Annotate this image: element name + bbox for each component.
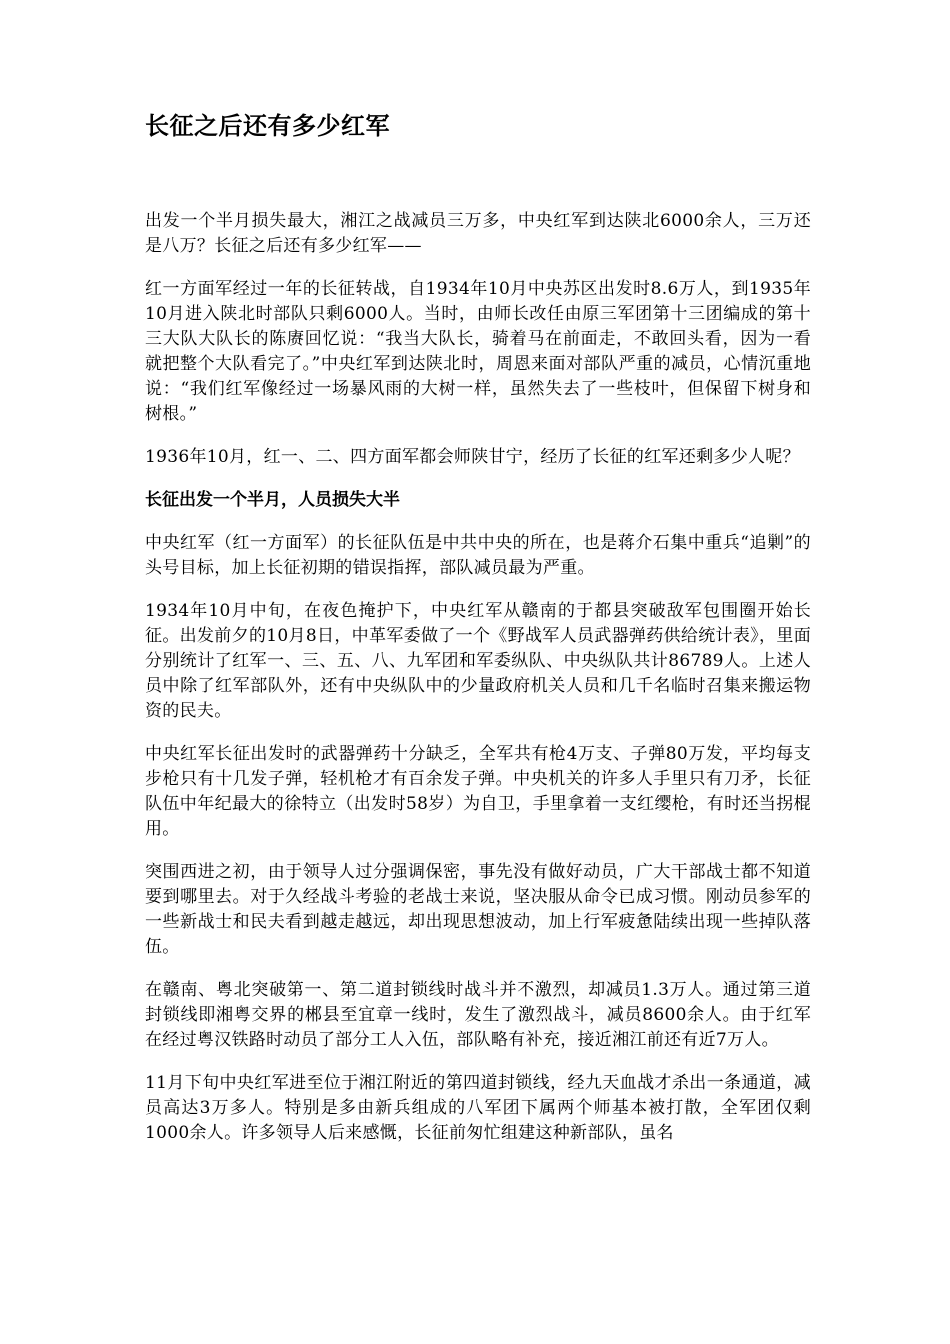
intro-paragraph-1: 出发一个半月损失最大，湘江之战减员三万多，中央红军到达陕北6000余人，三万还是八万？长征之后还有多少红军—— xyxy=(145,211,811,256)
section-paragraph-5: 在赣南、粤北突破第一、第二道封锁线时战斗并不激烈，却减员1.3万人。通过第三道封锁线即湘粤交界的郴县至宜章一线时，发生了激烈战斗，减员8600余人。由于红军在经过粤汉铁路时动员了部分工人入伍，部队略有补充，接近湘江前还有近7万人。 xyxy=(145,980,811,1050)
section-paragraph-4: 突围西进之初，由于领导人过分强调保密，事先没有做好动员，广大干部战士都不知道要到哪里去。对于久经战斗考验的老战士来说，坚决服从命令已成习惯。刚动员参军的一些新战士和民夫看到越走越远，却出现思想波动，加上行军疲惫陆续出现一些掉队落伍。 xyxy=(145,862,811,957)
section-paragraph-3: 中央红军长征出发时的武器弹药十分缺乏，全军共有枪4万支、子弹80万发，平均每支步枪只有十几发子弹，轻机枪才有百余发子弹。中央机关的许多人手里只有刀矛，长征队伍中年纪最大的徐特立（出发时58岁）为自卫，手里拿着一支红缨枪，有时还当拐棍用。 xyxy=(145,744,811,839)
intro-paragraph-3: 1936年10月，红一、二、四方面军都会师陕甘宁，经历了长征的红军还剩多少人呢？ xyxy=(145,447,800,467)
intro-paragraph-2: 红一方面军经过一年的长征转战，自1934年10月中央苏区出发时8.6万人，到1935年10月进入陕北时部队只剩6000人。当时，由师长改任由原三军团第十三团编成的第十三大队大队长的陈赓回忆说：“我当大队长，骑着马在前面走，不敢回头看，因为一看就把整个大队看完了。”中央红军到达陕北时，周恩来面对部队严重的减员，心情沉重地说：“我们红军像经过一场暴风雨的大树一样，虽然失去了一些枝叶，但保留下树身和树根。” xyxy=(145,279,811,424)
section-paragraph-1: 中央红军（红一方面军）的长征队伍是中共中央的所在，也是蒋介石集中重兵“追剿”的头号目标，加上长征初期的错误指挥，部队减员最为严重。 xyxy=(145,533,811,578)
section-heading: 长征出发一个半月，人员损失大半 xyxy=(145,490,400,510)
document-page xyxy=(145,100,811,1146)
section-paragraph-6: 11月下旬中央红军进至位于湘江附近的第四道封锁线，经九天血战才杀出一条通道，减员高达3万多人。特别是多由新兵组成的八军团下属两个师基本被打散，全军团仅剩1000余人。许多领导人后来感慨，长征前匆忙组建这种新部队，虽名 xyxy=(145,1073,811,1143)
page-title: 长征之后还有多少红军 xyxy=(145,112,390,140)
section-paragraph-2: 1934年10月中旬，在夜色掩护下，中央红军从赣南的于都县突破敌军包围圈开始长征。出发前夕的10月8日，中革军委做了一个《野战军人员武器弹药供给统计表》，里面分别统计了红军一、三、五、八、九军团和军委纵队、中央纵队共计86789人。上述人员中除了红军部队外，还有中央纵队中的少量政府机关人员和几千名临时召集来搬运物资的民夫。 xyxy=(145,601,811,721)
